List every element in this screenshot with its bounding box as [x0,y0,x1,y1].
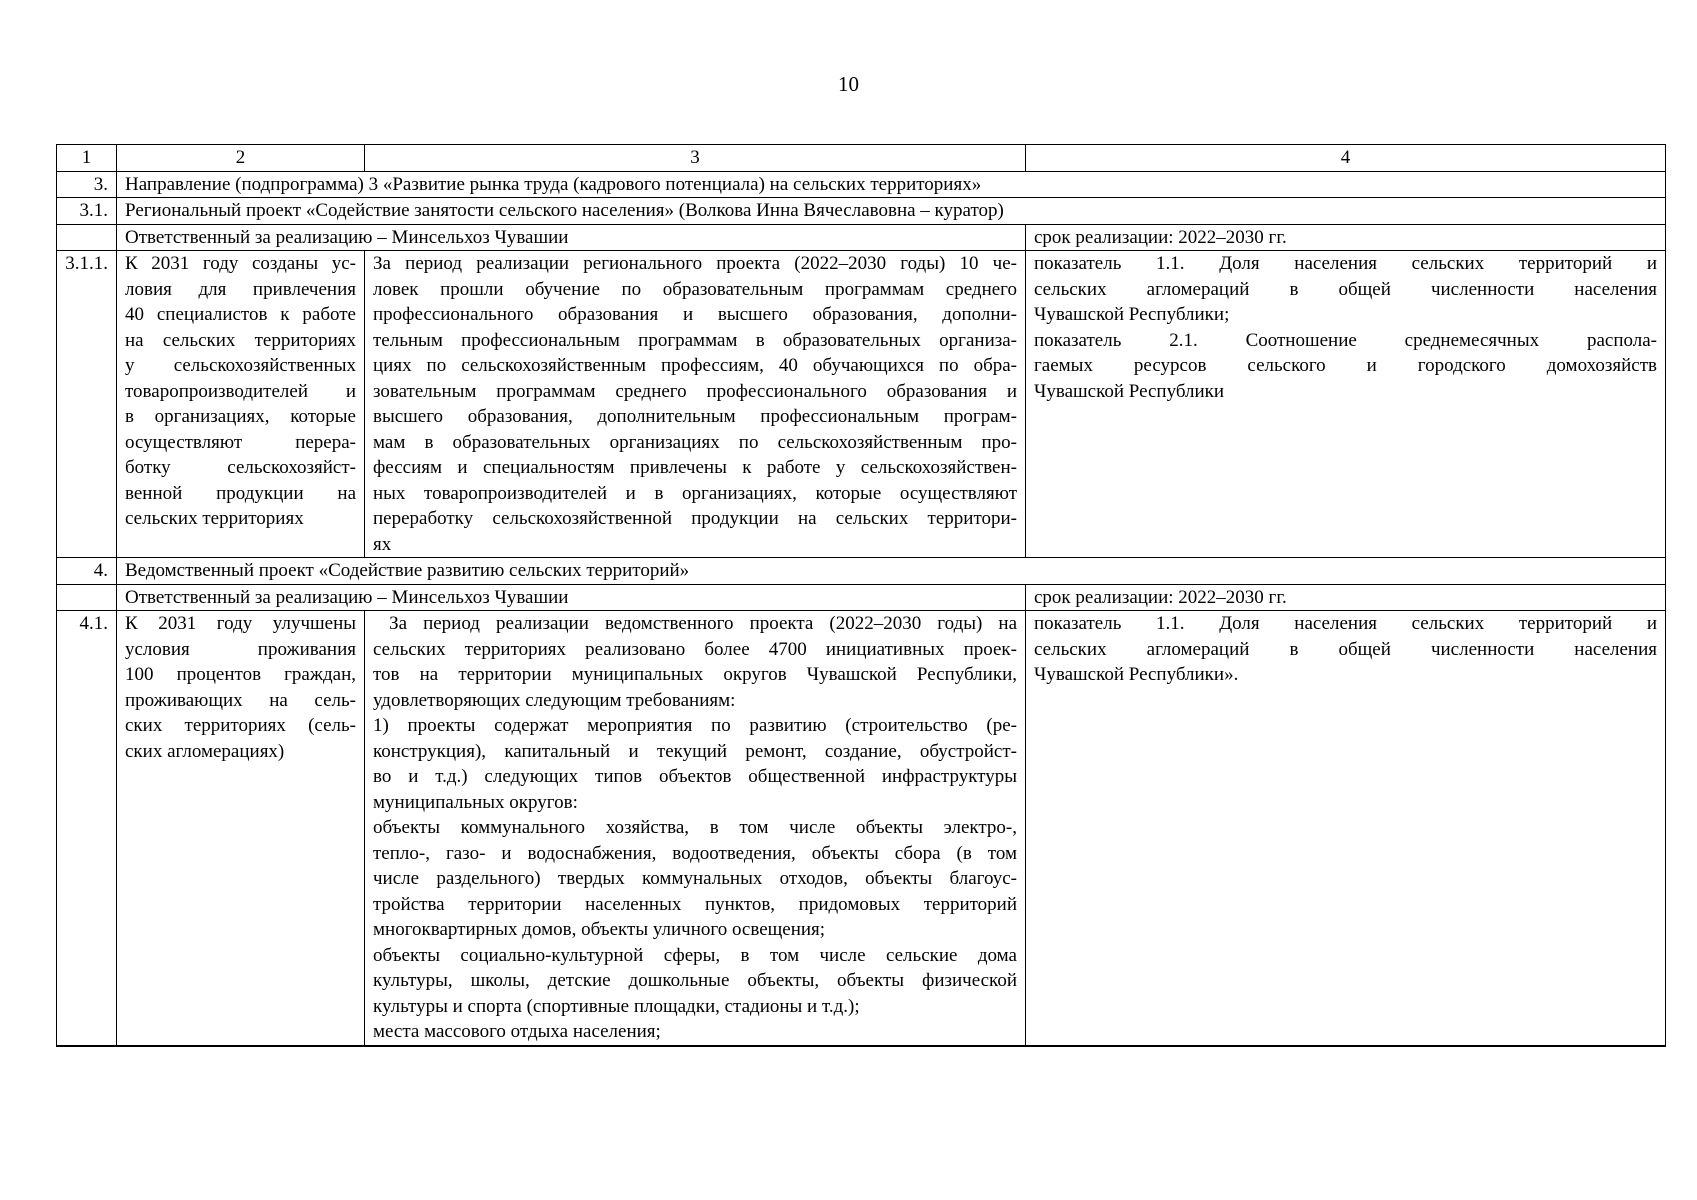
text-line: показатель 2.1. Соотношение среднемесячных распола- [1034,329,1657,351]
section-row [57,171,1666,198]
text-line: За период реализации ведомственного проекта (2022–2030 годы) на [373,613,1017,634]
text-line: муниципальных округов: [373,791,578,813]
header-row [57,145,1666,172]
responsible-row [57,224,1666,251]
text-line: в организациях, которые [125,406,356,427]
text-line: на сельских территориях [125,329,356,351]
text-line: Чувашской Республики [1034,380,1225,402]
text-line: зовательным программам среднего профессионального образования и [373,380,1017,402]
task-indicators [1026,251,1666,558]
task-number: 3.1.1. [57,251,117,558]
text-line: сельских агломераций в общей численности населения [1034,638,1657,660]
text-line: показатель 1.1. Доля населения сельских территорий и [1034,613,1657,634]
text-line: ловия для привлечения [125,278,356,300]
text-line: товаропроизводителей и [125,380,356,402]
section-row [57,558,1666,585]
section-title: Ведомственный проект «Содействие развитию сельских территорий» [117,558,1666,585]
text-line: сельских территориях реализовано более 4700 инициативных проек- [373,638,1017,660]
text-line: 40 специалистов к работе [125,304,356,325]
text-line: места массового отдыха населения; [373,1021,661,1042]
task-indicators [1026,611,1666,1046]
task-description [117,611,365,1046]
page-number: 10 [838,72,859,96]
text-line: культуры и спорта (спортивные площадки, стадионы и т.д.); [373,995,860,1017]
text-line: показатель 1.1. Доля населения сельских территорий и [1034,253,1657,274]
text-line: объекты социально-культурной сферы, в том числе сельские дома [373,944,1017,966]
section-title: Направление (подпрограмма) 3 «Развитие рынка труда (кадрового потенциала) на сельских территориях» [117,171,1666,198]
text-line: проживающих на сель- [125,689,356,711]
text-line: циях по сельскохозяйственным профессиям, 40 обучающихся по обра- [373,355,1017,376]
empty-cell [57,224,117,251]
text-line: тройства территории населенных пунктов, придомовых территорий [373,893,1017,915]
text-line: тепло-, газо- и водоснабжения, водоотведения, объекты сбора (в том [373,842,1017,864]
responsible-row [57,584,1666,611]
project-title: Региональный проект «Содействие занятости сельского населения» (Волкова Инна Вячеславовна – куратор) [117,198,1666,225]
section-number: 4. [57,558,117,585]
text-line: числе раздельного) твердых коммунальных отходов, объекты благоус- [373,868,1017,889]
text-line: высшего образования, дополнительным профессиональным програм- [373,406,1017,427]
text-line: конструкция), капитальный и текущий ремонт, создание, обустройст- [373,740,1017,762]
text-line: ботку сельскохозяйст- [125,457,356,478]
task-number: 4.1. [57,611,117,1046]
text-line: сельских территориях [125,508,304,529]
text-line: 100 процентов граждан, [125,664,356,685]
text-line: За период реализации регионального проекта (2022–2030 годы) 10 че- [373,253,1017,274]
text-line: ях [373,533,392,555]
term-text: срок реализации: 2022–2030 гг. [1026,224,1666,251]
text-line: осуществляют перера- [125,431,356,453]
text-line: условия проживания [125,638,356,660]
text-line: фессиям и специальностям привлечены к работе у сельскохозяйствен- [373,457,1017,478]
task-description [117,251,365,558]
text-line: сельских агломераций в общей численности населения [1034,278,1657,300]
text-line: у сельскохозяйственных [125,355,356,376]
text-line: ловек прошли обучение по образовательным программам среднего [373,278,1017,300]
text-line: удовлетворяющих следующим требованиям: [373,689,736,711]
term-text: срок реализации: 2022–2030 гг. [1026,584,1666,611]
text-line: профессионального образования и высшего образования, дополни- [373,304,1017,325]
text-line: объекты коммунального хозяйства, в том числе объекты электро-, [373,817,1017,838]
text-line: гаемых ресурсов сельского и городского домохозяйств [1034,355,1657,376]
text-line: Чувашской Республики; [1034,304,1230,325]
text-line: во и т.д.) следующих типов объектов общественной инфраструктуры [373,766,1017,787]
header-cell: 4 [1026,145,1666,172]
text-line: тов на территории муниципальных округов Чувашской Республики, [373,664,1017,685]
program-table [56,144,1666,1047]
header-cell: 1 [57,145,117,172]
header-cell: 3 [365,145,1026,172]
text-line: тельным профессиональным программам в образовательных организа- [373,329,1017,351]
task-result [365,611,1026,1046]
text-line: ских территориях (сель- [125,715,356,736]
responsible-text: Ответственный за реализацию – Минсельхоз Чувашии [117,224,1026,251]
text-line: Чувашской Республики». [1034,664,1239,685]
text-line: 1) проекты содержат мероприятия по развитию (строительство (ре- [373,715,1017,736]
responsible-text: Ответственный за реализацию – Минсельхоз Чувашии [117,584,1026,611]
project-row [57,198,1666,225]
task-row [57,611,1666,1046]
section-number: 3. [57,171,117,198]
text-line: ских агломерациях) [125,740,285,762]
task-row [57,251,1666,558]
project-number: 3.1. [57,198,117,225]
text-line: переработку сельскохозяйственной продукции на сельских территори- [373,508,1017,529]
text-line: многоквартирных домов, объекты уличного освещения; [373,919,826,940]
text-line: К 2031 году улучшены [125,613,356,634]
text-line: мам в образовательных организациях по сельскохозяйственным про- [373,431,1017,453]
header-cell: 2 [117,145,365,172]
text-line: венной продукции на [125,482,356,504]
text-line: К 2031 году созданы ус- [125,253,356,274]
empty-cell [57,584,117,611]
task-result [365,251,1026,558]
text-line: ных товаропроизводителей и в организациях, которые осуществляют [373,482,1017,504]
text-line: культуры, школы, детские дошкольные объекты, объекты физической [373,970,1017,991]
